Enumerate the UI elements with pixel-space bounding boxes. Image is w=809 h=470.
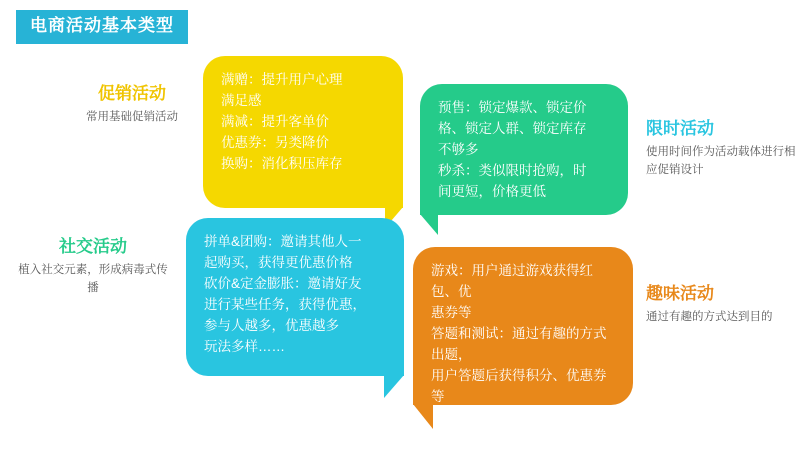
label-fun-desc: 通过有趣的方式达到目的 — [646, 311, 773, 324]
bubble-fun — [413, 247, 633, 467]
bubble-fun-line-3: 用户答题后获得积分、优惠券等 — [431, 367, 607, 404]
bubble-social-line-3: 进行某些任务，获得优惠， — [204, 296, 366, 312]
bubble-limited-time-line-1: 格、锁定人群、锁定库存 — [438, 120, 587, 136]
label-limited-time — [646, 119, 802, 179]
bubble-fun-line-4: 虚拟空间助力：用户输入自己相关 — [431, 409, 607, 446]
bubble-social-line-1: 起购买，获得更优惠价格 — [204, 254, 353, 270]
label-fun-title: 趣味活动 — [646, 284, 714, 303]
bubble-fun-line-2: 答题和测试：通过有趣的方式出题， — [431, 325, 607, 362]
bubble-promotion-line-1: 满足感 — [221, 92, 262, 108]
bubble-social-tail — [384, 375, 404, 398]
bubble-limited-time-line-3: 秒杀：类似限时抢购，时 — [438, 162, 587, 178]
bubble-fun-line-1: 惠券等 — [431, 304, 472, 320]
bubble-promotion-line-2: 满减：提升客单价 — [221, 113, 329, 129]
bubble-social — [186, 218, 404, 376]
bubble-limited-time-line-0: 预售：锁定爆款、锁定价 — [438, 100, 587, 115]
bubble-social-line-0: 拼单&团购：邀请其他人一 — [204, 234, 362, 249]
label-social — [18, 237, 168, 297]
bubble-promotion-line-0: 满赠：提升用户心理 — [221, 72, 343, 87]
label-promotion-title: 促销活动 — [98, 84, 166, 103]
label-limited-time-desc: 使用时间作为活动载体进行相应促销设计 — [646, 146, 796, 176]
bubble-social-line-2: 砍价&定金膨胀：邀请好友 — [204, 275, 362, 291]
label-promotion — [66, 84, 198, 127]
bubble-social-line-4: 参与人越多，优惠越多 — [204, 317, 339, 333]
bubble-social-line-5: 玩法多样…… — [204, 338, 285, 354]
bubble-promotion-line-3: 优惠券：另类降价 — [221, 134, 329, 150]
bubble-fun-line-0: 游戏：用户通过游戏获得红包、优 — [431, 263, 593, 299]
bubble-limited-time-line-2: 不够多 — [438, 141, 479, 157]
label-fun — [646, 284, 804, 327]
label-promotion-desc: 常用基础促销活动 — [86, 111, 178, 124]
label-social-title: 社交活动 — [59, 237, 127, 256]
bubble-limited-time — [420, 84, 628, 215]
label-social-desc: 植入社交元素，形成病毒式传播 — [18, 264, 168, 294]
page-title: 电商活动基本类型 — [16, 10, 188, 44]
bubble-fun-line-5: 信息，建造符合用户的模型 — [431, 451, 593, 467]
bubble-promotion — [203, 56, 403, 208]
bubble-promotion-line-4: 换购：消化积压库存 — [221, 155, 343, 171]
bubble-limited-time-tail — [420, 214, 438, 235]
label-limited-time-title: 限时活动 — [646, 119, 714, 138]
bubble-fun-tail — [413, 404, 433, 429]
bubble-limited-time-line-4: 间更短，价格更低 — [438, 183, 546, 199]
